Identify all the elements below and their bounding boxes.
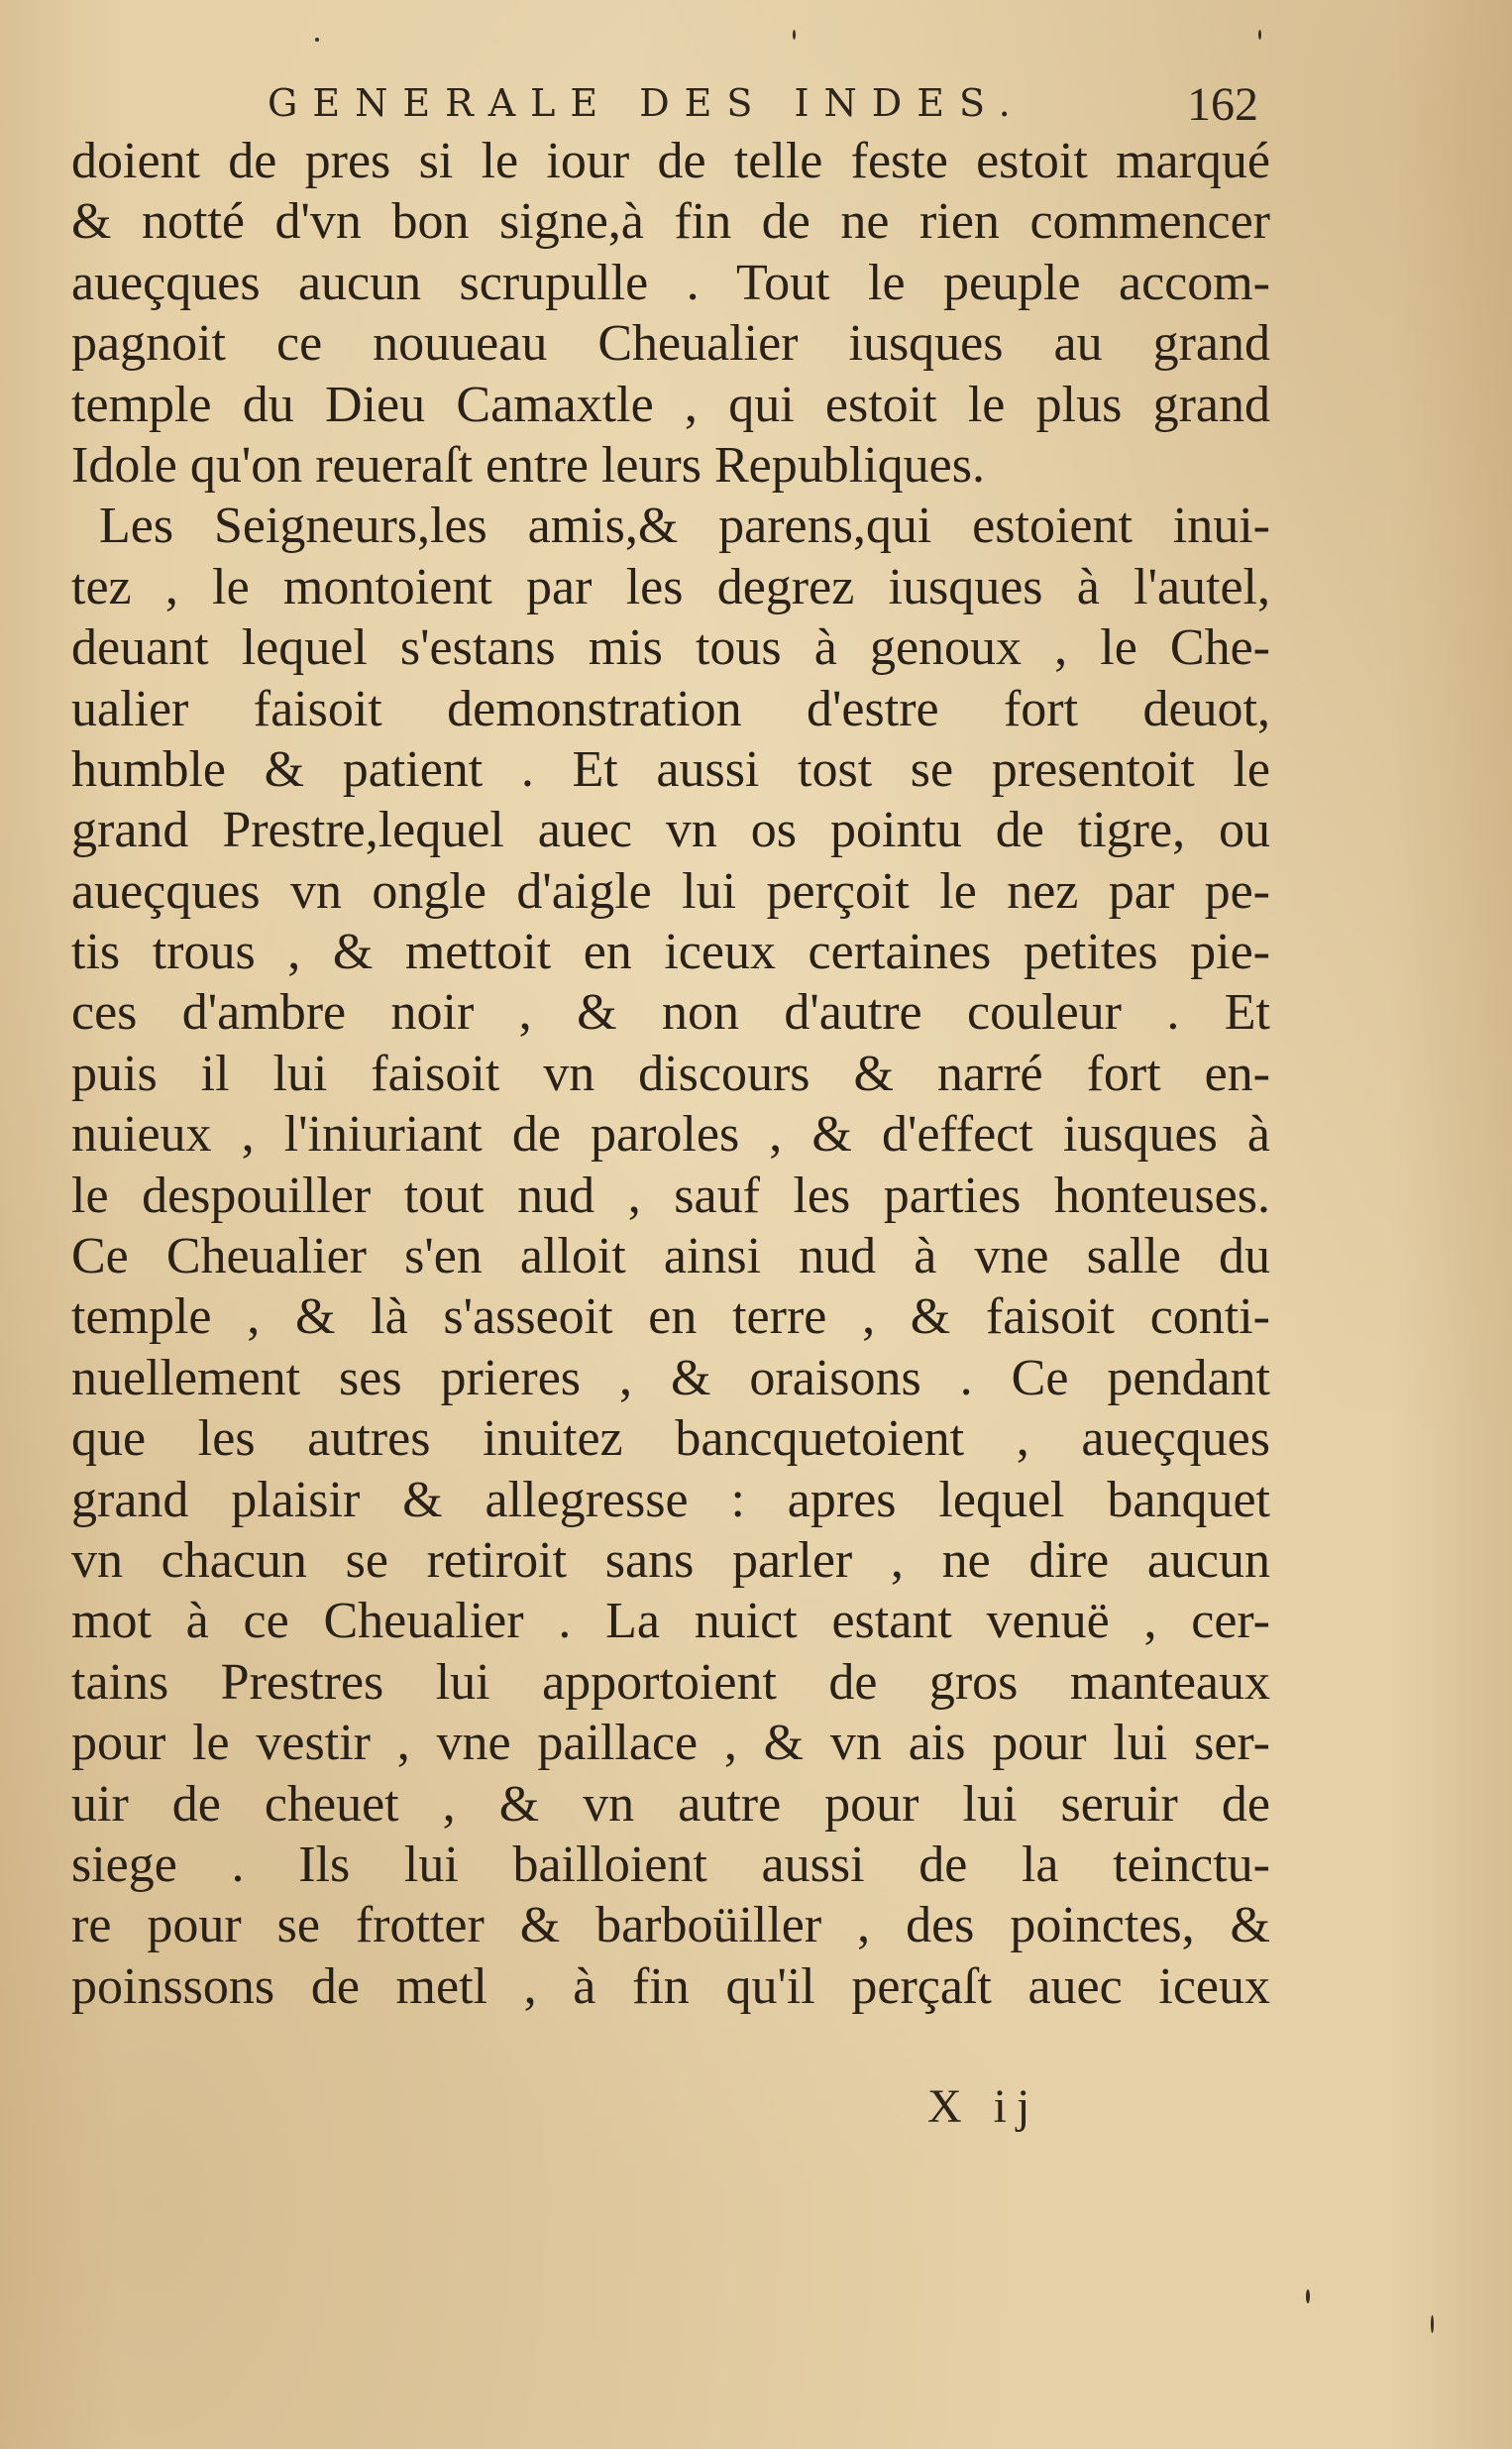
- text-line: Ce Cheualier s'en alloit ainsi nud à vne salle du: [71, 1228, 1270, 1285]
- text-line: tez , le montoient par les degrez iusques à l'autel,: [71, 558, 1270, 615]
- text-line: temple , & là s'asseoit en terre , & faisoit conti-: [71, 1288, 1270, 1346]
- text-line: nuieux , l'iniuriant de paroles , & d'effect iusques à: [71, 1106, 1270, 1164]
- text-line: aueçques vn ongle d'aigle lui perçoit le nez par pe-: [71, 862, 1270, 920]
- text-line: grand plaisir & allegresse : apres lequel banquet: [71, 1471, 1270, 1528]
- text-line: grand Prestre,lequel auec vn os pointu de tigre, ou: [71, 802, 1270, 859]
- text-line: siege . Ils lui bailloient aussi de la teinctu-: [71, 1836, 1270, 1893]
- text-line: le despouiller tout nud , sauf les parties honteuses.: [71, 1167, 1270, 1224]
- text-line: nuellement ses prieres , & oraisons . Ce pendant: [71, 1349, 1270, 1406]
- text-line: puis il lui faisoit vn discours & narré fort en-: [71, 1045, 1270, 1102]
- text-line: ces d'ambre noir , & non d'autre couleur . Et: [71, 984, 1270, 1042]
- text-line: aueçques aucun scrupulle . Tout le peuple accom-: [71, 254, 1270, 311]
- body-text: [71, 131, 1270, 2017]
- text-line: tains Prestres lui apportoient de gros manteaux: [71, 1653, 1270, 1711]
- ink-speck: [315, 38, 319, 42]
- text-line: doient de pres si le iour de telle feste estoit marqué: [71, 133, 1270, 189]
- ink-speck: [793, 30, 796, 40]
- text-line: que les autres inuitez bancquetoient , aueçques: [71, 1410, 1270, 1468]
- text-line: mot à ce Cheualier . La nuict estant venuë , cer-: [71, 1593, 1270, 1650]
- ink-speck: [1431, 2315, 1434, 2333]
- text-line: & notté d'vn bon signe,à fin de ne rien commencer: [71, 193, 1270, 251]
- text-line: Idole qu'on reueraſt entre leurs Republiques.: [71, 436, 985, 494]
- text-line: pour le vestir , vne paillace , & vn ais pour lui ser-: [71, 1715, 1270, 1772]
- page-number: 162: [1187, 78, 1258, 131]
- signature-mark: X ij: [927, 2080, 1040, 2133]
- text-line: humble & patient . Et aussi tost se presentoit le: [71, 740, 1270, 798]
- text-line: temple du Dieu Camaxtle , qui estoit le plus grand: [71, 376, 1270, 433]
- text-line: vn chacun se retiroit sans parler , ne dire aucun: [71, 1531, 1270, 1589]
- text-line: ualier faisoit demonstration d'estre fort deuot,: [71, 680, 1270, 737]
- text-line: pagnoit ce nouueau Cheualier iusques au grand: [71, 315, 1270, 373]
- text-line: deuant lequel s'estans mis tous à genoux , le Che-: [71, 619, 1270, 677]
- running-head: GENERALE DES INDES.: [268, 81, 1026, 125]
- text-line: poinssons de metl , à fin qu'il perçaſt auec iceux: [71, 1957, 1270, 2015]
- text-line: tis trous , & mettoit en iceux certaines petites pie-: [71, 924, 1270, 981]
- ink-speck: [1258, 30, 1261, 40]
- text-line: re pour se frotter & barboüiller , des poinctes, &: [71, 1897, 1270, 1954]
- ink-speck: [1306, 2289, 1310, 2303]
- text-line: Les Seigneurs,les amis,& parens,qui estoient inui-: [99, 498, 1270, 555]
- text-line: uir de cheuet , & vn autre pour lui seruir de: [71, 1775, 1270, 1833]
